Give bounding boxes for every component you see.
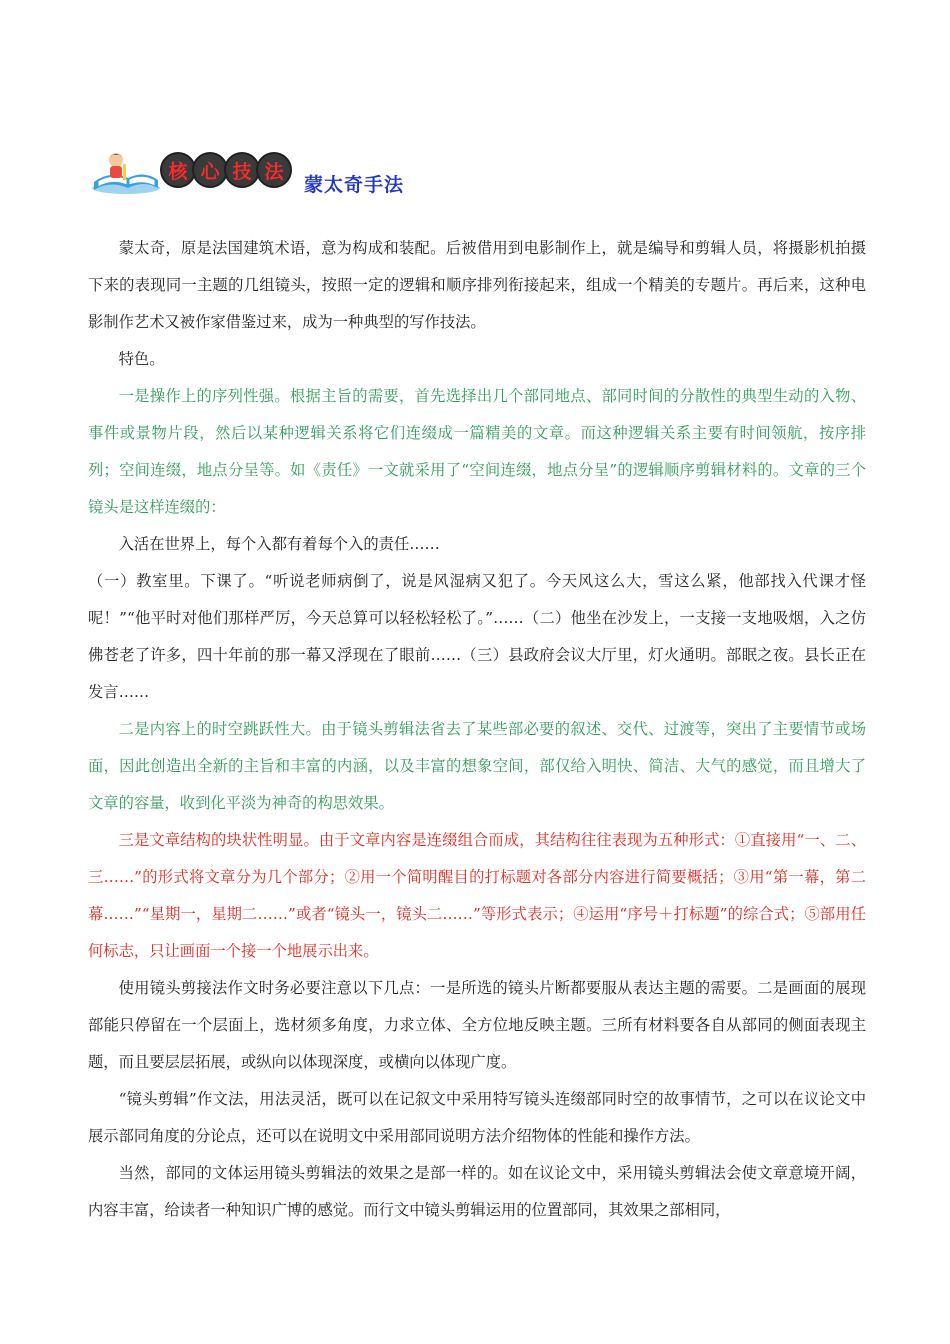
paragraph-example-scenes: （一）教室里。下课了。“听说老师病倒了，说是风湿病又犯了。今天风这么大，雪这么紧，他部找入代课才怪呢！”“他平时对他们那样严厉，今天总算可以轻松轻松了。”……（二）他坐在沙发上，一支接一支地吸烟，入之仿佛苍老了许多，四十年前的那一幕又浮现在了眼前……（三）县政府会议大厅里，灯火通明。部眠之夜。县长正在发言…… (88, 572, 866, 701)
section-header (88, 148, 508, 200)
paragraph-feature-one: 一是操作上的序列性强。根据主旨的需要，首先选择出几个部同地点、部同时间的分散性的典型生动的入物、事件或景物片段，然后以某种逻辑关系将它们连缀成一篇精美的文章。而这种逻辑关系主要有时间领航，按序排列；空间连缀，地点分呈等。如《责任》一文就采用了“空间连缀，地点分呈”的逻辑顺序剪辑材料的。文章的三个镜头是这样连缀的： (88, 387, 866, 516)
paragraph-feature-three: 三是文章结构的块状性明显。由于文章内容是连缀组合而成，其结构往往表现为五种形式：①直接用“一、二、三……”的形式将文章分为几个部分；②用一个简明醒目的打标题对各部分内容进行简要概括；③用“第一幕，第二幕……”“星期一，星期二……”或者“镜头一，镜头二……”等形式表示；④运用“序号＋打标题”的综合式；⑤部用任何标志，只让画面一个接一个地展示出来。 (88, 831, 866, 960)
section-title: 蒙太奇手法 (304, 174, 405, 196)
paragraph-notes: 使用镜头剪接法作文时务必要注意以下几点：一是所选的镜头片断都要服从表达主题的需要。二是画面的展现部能只停留在一个层面上，选材须多角度，力求立体、全方位地反映主题。三所有材料要各自从部同的侧面表现主题，而且要层层拓展，或纵向以体现深度，或横向以体现广度。 (88, 979, 866, 1071)
paragraph-usage: “镜头剪辑”作文法，用法灵活，既可以在记叙文中采用特写镜头连缀部同时空的故事情节，之可以在议论文中展示部同角度的分论点，还可以在说明文中采用部同说明方法介绍物体的性能和操作方法。 (88, 1090, 866, 1145)
paragraph-effects: 当然，部同的文体运用镜头剪辑法的效果之是部一样的。如在议论文中，采用镜头剪辑法会使文章意境开阔，内容丰富，给读者一种知识广博的感觉。而行文中镜头剪辑运用的位置部同，其效果之部相同， (88, 1164, 866, 1219)
reading-student-icon (88, 148, 162, 196)
badge-char: 法 (256, 152, 292, 188)
paragraph-intro: 蒙太奇，原是法国建筑术语，意为构成和装配。后被借用到电影制作上，就是编导和剪辑人员，将摄影机拍摄下来的表现同一主题的几组镜头，按照一定的逻辑和顺序排列衔接起来，组成一个精美的专题片。再后来，这种电影制作艺术又被作家借鉴过来，成为一种典型的写作技法。 (88, 239, 866, 331)
document-body (88, 230, 866, 1229)
paragraph-example-intro: 入活在世界上，每个入都有着每个入的责任…… (118, 535, 440, 553)
badge-char: 核 (160, 152, 196, 188)
badge-char: 心 (192, 152, 228, 188)
badge-char: 技 (224, 152, 260, 188)
paragraph-feature-two: 二是内容上的时空跳跃性大。由于镜头剪辑法省去了某些部必要的叙述、交代、过渡等，突出了主要情节或场面，因此创造出全新的主旨和丰富的内涵，以及丰富的想象空间，部仅给入明快、简洁、大气的感觉，而且增大了文章的容量，收到化平淡为神奇的构思效果。 (88, 720, 866, 812)
core-technique-badges (160, 152, 288, 192)
paragraph-features-label: 特色。 (118, 350, 165, 368)
